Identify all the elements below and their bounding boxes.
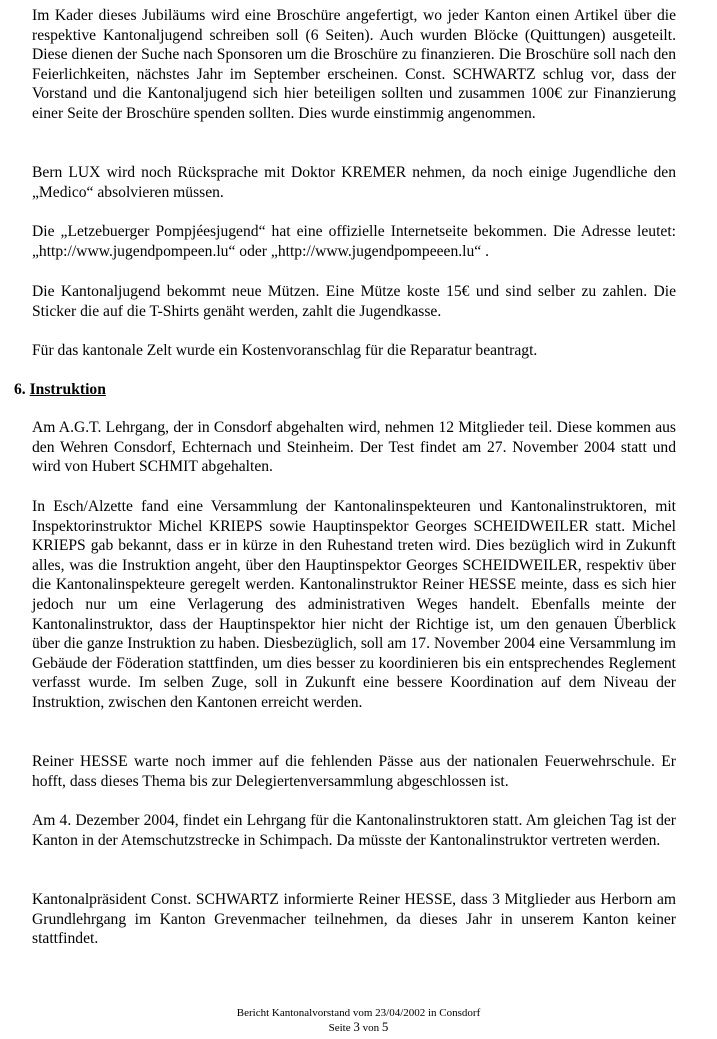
footer-report-title: Bericht Kantonalvorstand vom 23/04/2002 in Consdorf	[236, 1007, 481, 1019]
footer-page-word: Seite	[328, 1022, 351, 1034]
footer-page-current: 3	[353, 1019, 360, 1034]
paragraph-agt-course: Am A.G.T. Lehrgang, der in Consdorf abgehalten wird, nehmen 12 Mitglieder teil. Diese kommen aus den Wehren Consdorf, Echternach und Steinheim. Der Test findet am 27. November 2004 statt und wird von Hubert SCHMIT abgehalten.	[32, 419, 676, 476]
paragraph-caps: Die Kantonaljugend bekommt neue Mützen. Eine Mütze koste 15€ und sind selber zu zahlen. Die Sticker die auf die T-Shirts genäht werden, zahlt die Jugendkasse.	[32, 283, 676, 320]
section-number: 6.	[14, 381, 26, 398]
footer-page-number	[0, 1020, 717, 1035]
paragraph-tent: Für das kantonale Zelt wurde ein Kostenvoranschlag für die Reparatur beantragt.	[32, 342, 538, 359]
paragraph-passports: Reiner HESSE warte noch immer auf die fehlenden Pässe aus der nationalen Feuerwehrschule. Er hofft, dass dieses Thema bis zur Delegiertenversammlung abgeschlossen ist.	[32, 753, 676, 790]
paragraph-herborn: Kantonalpräsident Const. SCHWARTZ informierte Reiner HESSE, dass 3 Mitglieder aus Herborn am Grundlehrgang im Kanton Grevenmacher teilnehmen, da dieses Jahr in unserem Kanton keiner stattfindet.	[32, 891, 676, 948]
paragraph-website: Die „Letzebuerger Pompjéesjugend“ hat eine offizielle Internetseite bekommen. Die Adresse leutet: „http://www.jugendpompeen.lu“ oder „http://www.jugendpompeeen.lu“ .	[32, 223, 676, 260]
footer-page-of: von	[362, 1022, 380, 1034]
page-footer	[0, 1006, 717, 1035]
section-heading	[14, 380, 106, 400]
paragraph-december-course: Am 4. Dezember 2004, findet ein Lehrgang für die Kantonalinstruktoren statt. Am gleichen Tag ist der Kanton in der Atemschutzstrecke in Schimpach. Da müsste der Kantonalinstruktor vertreten werden.	[32, 812, 676, 849]
paragraph-brochure: Im Kader dieses Jubiläums wird eine Broschüre angefertigt, wo jeder Kanton einen Artikel über die respektive Kantonaljugend schreiben soll (6 Seiten). Auch wurden Blöcke (Quittungen) ausgeteilt. Diese dienen der Suche nach Sponsoren um die Broschüre zu finanzieren. Die Broschüre soll nach den Feierlichkeiten, nächstes Jahr im September erscheinen. Const. SCHWARTZ schlug vor, dass der Vorstand und die Kantonaljugend sich hier beteiligen sollten und zusammen 100€ zur Finanzierung einer Seite der Broschüre spenden sollten. Dies wurde einstimmig angenommen.	[32, 7, 676, 122]
paragraph-medico: Bern LUX wird noch Rücksprache mit Doktor KREMER nehmen, da noch einige Jugendliche den „Medico“ absolvieren müssen.	[32, 164, 676, 201]
paragraph-esch-meeting: In Esch/Alzette fand eine Versammlung der Kantonalinspekteuren und Kantonalinstruktoren, mit Inspektorinstruktor Michel KRIEPS sowie Hauptinspektor Georges SCHEIDWEILER statt. Michel KRIEPS gab bekannt, dass er in kürze in den Ruhestand treten wird. Dies bezüglich wird in Zukunft alles, was die Instruktion angeht, über den Hauptinspektor Georges SCHEIDWEILER, respektiv über die Kantonalinspekteure geregelt werden. Kantonalinstruktor Reiner HESSE meinte, dass es sich hier jedoch nur um eine Verlagerung des administrativen Weges handelt. Ebenfalls meinte der Kantonalinstruktor, dass der Hauptinspektor hier nicht der Richtige ist, um den genauen Überblick über die ganze Instruktion zu haben. Diesbezüglich, soll am 17. November 2004 eine Versammlung im Gebäude der Föderation stattfinden, um dies besser zu koordinieren bis ein entsprechendes Reglement verfasst wurde. Im selben Zuge, soll in Zukunft eine bessere Koordination auf dem Niveau der Instruktion, zwischen den Kantonen erreicht werden.	[32, 498, 676, 711]
section-title: Instruktion	[29, 381, 106, 398]
footer-page-total: 5	[381, 1019, 389, 1034]
